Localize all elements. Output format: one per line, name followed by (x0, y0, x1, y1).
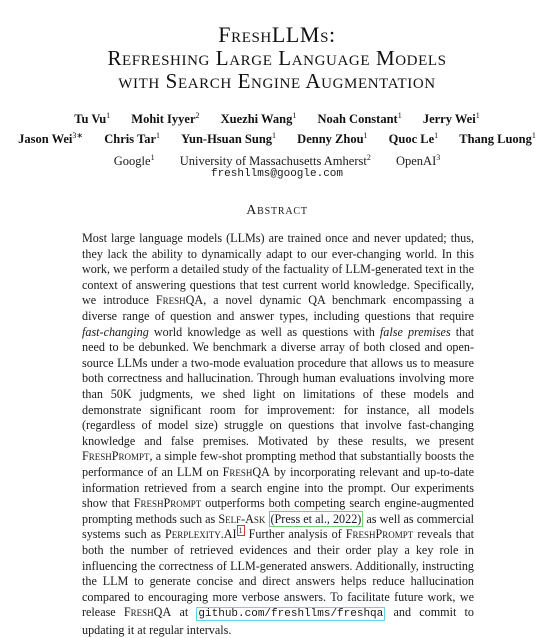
contact-email: freshllms@google.com (210, 168, 344, 180)
author: Noah Constant$^1$ (317, 111, 402, 127)
title-line-2: Refreshing Large Language Models (107, 46, 447, 70)
authors-row-1 (0, 111, 554, 127)
affiliations (0, 153, 554, 169)
abstract-heading: Abstract (246, 203, 308, 218)
title-line-1: FreshLLMs: (218, 22, 336, 47)
author: Chris Tar$^1$ (104, 131, 160, 147)
author: Xuezhi Wang$^1$ (220, 111, 297, 127)
author: Denny Zhou$^1$ (297, 131, 368, 147)
author: Quoc Le$^1$ (388, 131, 439, 147)
abstract-body: Most large language models (LLMs) are trained once and never updated; thus, they lack the ability to dynamically adapt to our ever-changing world. In this work, we perform a detailed study of the factuality of LLM-generated text in the context of answering questions that test current world knowledge. Specifically, we introduce FreshQA, a novel dynamic QA benchmark encompassing a diverse range of question and answer types, including questions that require fast-changing world knowledge as well as questions with false premises that need to be debunked. We benchmark a diverse array of both closed and open-source LLMs under a two-mode evaluation procedure that allows us to measure both correctness and hallucination. Through human evaluations involving more than 50K judgments, we shed light on limitations of these models and demonstrate significant room for improvement: for instance, all models (regardless of model size) struggle on questions that involve fast-changing knowledge and false premises. Motivated by these results, we present FreshPrompt, a simple few-shot prompting method that substantially boosts the performance of an LLM on FreshQA by incorporating relevant and up-to-date information retrieved from a search engine into the prompt. Our experiments show that FreshPrompt outperforms both competing search engine-augmented prompting methods such as Self-Ask (Press et al., 2022) as well as commercial systems such as Perplexity.AI $^1$ Further analysis of FreshPrompt reveals that both the number of retrieved evidences and their order play a key role in influencing the correctness of LLM-generated answers. Additionally, instructing the LLM to generate concise and direct answers helps reduce hallucination compared to encouraging more verbose answers. To facilitate future work, we release FreshQA at github.com/freshllms/freshqa and commit to updating it at regular intervals. (82, 231, 475, 637)
author: Thang Luong$^1$ (459, 131, 536, 147)
author: Jerry Wei$^1$ (422, 111, 480, 127)
affiliation: University of Massachusetts Amherst$^2$ (179, 153, 371, 169)
author: Tu Vu$^1$ (74, 111, 111, 127)
footnote-link[interactable]: 1 (238, 526, 243, 536)
citation-link[interactable]: (Press et al., 2022) (270, 511, 362, 526)
title-line-3: with Search Engine Augmentation (118, 69, 436, 93)
affiliation: OpenAI$^3$ (395, 153, 441, 169)
author: Yun-Hsuan Sung$^1$ (181, 131, 277, 147)
author: Jason Wei$^{3∗}$ (18, 131, 84, 147)
repo-link[interactable]: github.com/freshllms/freshqa (198, 608, 384, 621)
authors-row-2 (0, 131, 554, 147)
affiliation: Google$^1$ (113, 153, 155, 169)
author: Mohit Iyyer$^2$ (131, 111, 200, 127)
